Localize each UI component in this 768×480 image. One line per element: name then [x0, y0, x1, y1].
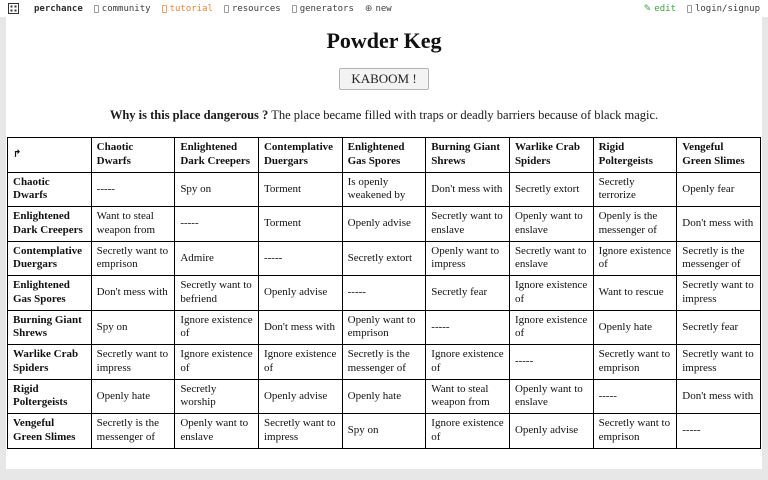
relation-cell: Don't mess with — [677, 379, 761, 414]
corner-arrow-icon: ↱ — [8, 138, 92, 173]
table-row — [8, 207, 761, 242]
relation-cell: ----- — [593, 379, 677, 414]
table-row — [8, 414, 761, 449]
brand-link[interactable]: perchance — [34, 3, 83, 14]
relation-cell: Openly hate — [593, 310, 677, 345]
pencil-icon: ✎ — [643, 3, 652, 14]
relation-cell: Ignore existence of — [426, 345, 510, 380]
relation-cell: Torment — [258, 172, 342, 207]
relation-cell: ----- — [175, 207, 259, 242]
relation-cell: Secretly want to impress — [258, 414, 342, 449]
relation-cell: Don't mess with — [258, 310, 342, 345]
relation-cell: Secretly worship — [175, 379, 259, 414]
relation-cell: Want to steal weapon from — [426, 379, 510, 414]
relation-cell: Openly hate — [342, 379, 426, 414]
relation-cell: Secretly fear — [677, 310, 761, 345]
relation-cell: Ignore existence of — [258, 345, 342, 380]
relation-cell: Openly advise — [509, 414, 593, 449]
perchance-logo-icon[interactable] — [8, 3, 19, 14]
nav-item-label: community — [101, 3, 151, 14]
nav-item-new[interactable] — [365, 4, 392, 14]
relation-cell: Secretly is the messenger of — [91, 414, 175, 449]
page-icon — [162, 5, 167, 13]
relation-cell: Secretly want to befriend — [175, 276, 259, 311]
relation-cell: Secretly terrorize — [593, 172, 677, 207]
relation-cell: Secretly want to enslave — [509, 241, 593, 276]
relation-cell: Torment — [258, 207, 342, 242]
relation-cell: Openly want to emprison — [342, 310, 426, 345]
page-icon — [687, 5, 692, 13]
row-header: Rigid Poltergeists — [8, 379, 92, 414]
column-header: Chaotic Dwarfs — [91, 138, 175, 173]
relation-cell: Don't mess with — [91, 276, 175, 311]
relation-cell: Openly want to enslave — [175, 414, 259, 449]
relation-cell: ----- — [258, 241, 342, 276]
column-header: Rigid Poltergeists — [593, 138, 677, 173]
relation-cell: Openly is the messenger of — [593, 207, 677, 242]
relation-cell: Openly want to enslave — [509, 207, 593, 242]
page-icon — [292, 5, 297, 13]
relation-cell: Secretly want to impress — [677, 345, 761, 380]
edit-label: edit — [654, 3, 676, 14]
relation-cell: Openly want to enslave — [509, 379, 593, 414]
login-signup-link[interactable] — [687, 4, 760, 14]
nav-item-label: generators — [299, 3, 354, 14]
relation-cell: Ignore existence of — [509, 310, 593, 345]
table-header-row — [8, 138, 761, 173]
relation-cell: Openly advise — [258, 379, 342, 414]
relation-cell: Openly want to impress — [426, 241, 510, 276]
nav-left-group — [8, 3, 392, 14]
row-header: Warlike Crab Spiders — [8, 345, 92, 380]
row-header: Burning Giant Shrews — [8, 310, 92, 345]
nav-item-label: new — [375, 3, 392, 14]
relations-table — [7, 137, 761, 449]
button-row — [7, 68, 761, 90]
relation-cell: Secretly extort — [342, 241, 426, 276]
relation-cell: ----- — [509, 345, 593, 380]
relation-cell: Secretly want to emprison — [593, 345, 677, 380]
table-row — [8, 310, 761, 345]
relation-cell: Spy on — [175, 172, 259, 207]
relation-cell: Ignore existence of — [509, 276, 593, 311]
nav-item-community[interactable] — [94, 4, 151, 14]
nav-item-resources[interactable] — [224, 4, 281, 14]
danger-question: Why is this place dangerous ? — [109, 108, 269, 122]
relation-cell: Secretly is the messenger of — [677, 241, 761, 276]
table-row — [8, 241, 761, 276]
relation-cell: ----- — [426, 310, 510, 345]
relation-cell: Ignore existence of — [175, 310, 259, 345]
relation-cell: Ignore existence of — [426, 414, 510, 449]
column-header: Warlike Crab Spiders — [509, 138, 593, 173]
nav-item-label: tutorial — [169, 3, 213, 14]
table-row — [8, 276, 761, 311]
table-row — [8, 172, 761, 207]
table-row — [8, 379, 761, 414]
relation-cell: ----- — [342, 276, 426, 311]
relation-cell: Openly advise — [258, 276, 342, 311]
edit-link[interactable] — [644, 4, 676, 14]
relation-cell: Secretly want to impress — [677, 276, 761, 311]
relation-cell: Want to rescue — [593, 276, 677, 311]
relation-cell: Want to steal weapon from — [91, 207, 175, 242]
nav-item-generators[interactable] — [292, 4, 354, 14]
relation-cell: Spy on — [342, 414, 426, 449]
column-header: Vengeful Green Slimes — [677, 138, 761, 173]
generator-page — [6, 17, 762, 469]
table-body — [8, 172, 761, 448]
relation-cell: Secretly want to emprison — [593, 414, 677, 449]
relation-cell: Ignore existence of — [593, 241, 677, 276]
relation-cell: Secretly fear — [426, 276, 510, 311]
relation-cell: Ignore existence of — [175, 345, 259, 380]
relation-cell: Secretly extort — [509, 172, 593, 207]
plus-circle-icon: ⊕ — [364, 3, 373, 14]
page-title: Powder Keg — [326, 28, 442, 53]
relation-cell: Don't mess with — [677, 207, 761, 242]
danger-description — [74, 106, 694, 124]
relation-cell: Secretly want to emprison — [91, 241, 175, 276]
relation-cell: Is openly weakened by — [342, 172, 426, 207]
relation-cell: Secretly want to enslave — [426, 207, 510, 242]
danger-answer: The place became filled with traps or deadly barriers because of black magic. — [268, 108, 659, 122]
login-label: login/signup — [694, 3, 760, 14]
nav-right-group — [644, 4, 760, 14]
row-header: Enlightened Gas Spores — [8, 276, 92, 311]
nav-item-label: resources — [231, 3, 281, 14]
relation-cell: ----- — [677, 414, 761, 449]
relation-cell: Don't mess with — [426, 172, 510, 207]
relation-cell: Openly advise — [342, 207, 426, 242]
column-header: Enlightened Dark Creepers — [175, 138, 259, 173]
nav-item-tutorial[interactable] — [162, 4, 213, 14]
relation-cell: Secretly is the messenger of — [342, 345, 426, 380]
relation-cell: ----- — [91, 172, 175, 207]
relation-cell: Openly fear — [677, 172, 761, 207]
row-header: Contemplative Duergars — [8, 241, 92, 276]
row-header: Enlightened Dark Creepers — [8, 207, 92, 242]
row-header: Chaotic Dwarfs — [8, 172, 92, 207]
relation-cell: Spy on — [91, 310, 175, 345]
kaboom-button[interactable]: KABOOM ! — [339, 68, 428, 90]
relation-cell: Admire — [175, 241, 259, 276]
column-header: Contemplative Duergars — [258, 138, 342, 173]
column-header: Burning Giant Shrews — [426, 138, 510, 173]
page-icon — [94, 5, 99, 13]
relation-cell: Openly hate — [91, 379, 175, 414]
table-row — [8, 345, 761, 380]
top-nav — [0, 0, 768, 17]
page-icon — [224, 5, 229, 13]
row-header: Vengeful Green Slimes — [8, 414, 92, 449]
column-header: Enlightened Gas Spores — [342, 138, 426, 173]
relation-cell: Secretly want to impress — [91, 345, 175, 380]
